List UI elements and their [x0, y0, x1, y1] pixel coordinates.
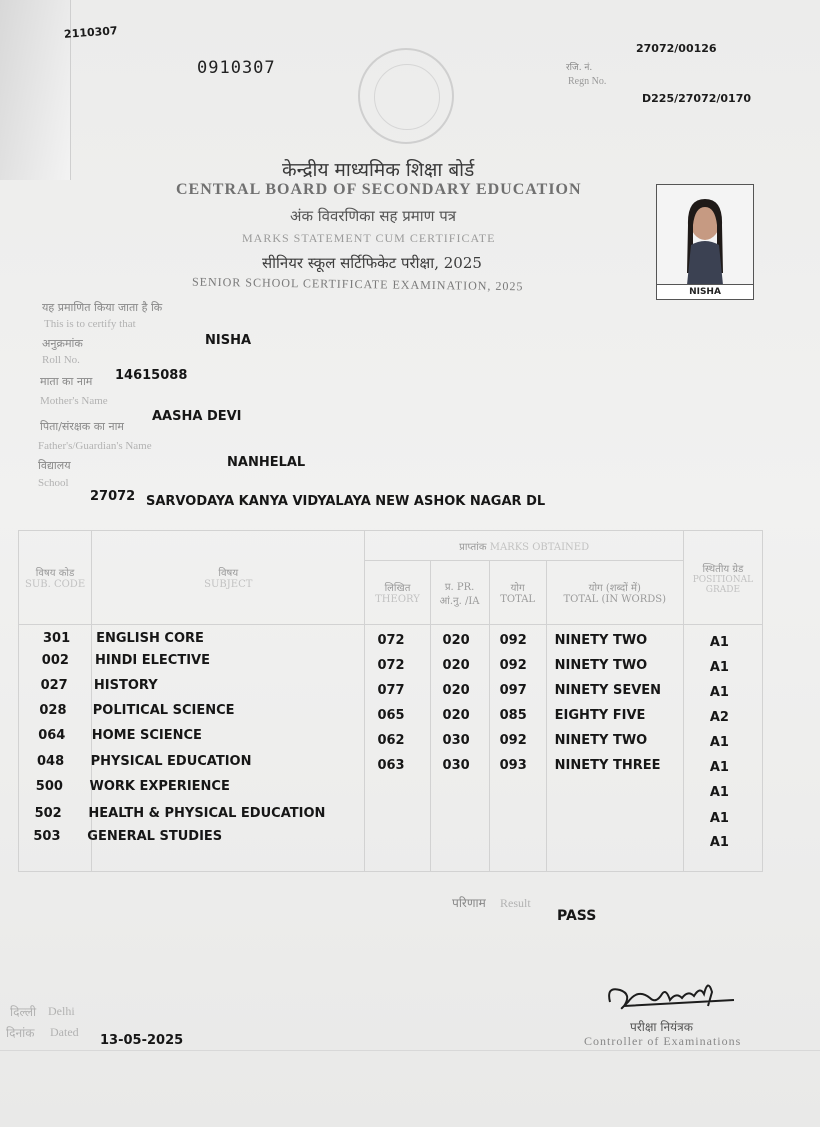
table-row-words: NINETY TWO: [554, 633, 648, 648]
table-row-pr: 020: [442, 708, 470, 723]
table-row-pr: 020: [442, 683, 470, 698]
photo-caption: NISHA: [657, 284, 753, 299]
table-row-pr: 030: [442, 733, 470, 748]
board-name-hindi: केन्द्रीय माध्यमिक शिक्षा बोर्ड: [282, 159, 475, 181]
certify-label-hi: यह प्रमाणित किया जाता है कि: [42, 301, 163, 314]
total-words-header: योग (शब्दों में) TOTAL (IN WORDS): [546, 561, 683, 625]
issue-date: 13-05-2025: [100, 1033, 184, 1048]
place-en: Delhi: [48, 1004, 75, 1018]
table-row-code: 500: [35, 779, 63, 794]
practical-header: प्र. PR. आं.नु. /IA: [430, 561, 489, 625]
table-row-grade: A1: [709, 660, 729, 675]
table-row-subject: WORK EXPERIENCE: [89, 779, 230, 794]
subjects-cell: [87, 625, 365, 872]
candidate-photo: [656, 184, 754, 300]
table-row-pr: 020: [442, 633, 470, 648]
grades-cell: [683, 625, 762, 872]
table-row-subject: HEALTH & PHYSICAL EDUCATION: [88, 806, 326, 821]
table-row-code: 027: [40, 678, 68, 693]
exam-title-hindi: सीनियर स्कूल सर्टिफिकेट परीक्षा, 2025: [262, 254, 482, 272]
table-row-grade: A1: [709, 635, 729, 650]
mother-label-hi: माता का नाम: [40, 375, 93, 388]
certificate-number: 0910307: [197, 58, 276, 78]
table-row-total: 092: [499, 633, 527, 648]
table-row-code: 503: [33, 829, 61, 844]
table-row-code: 064: [38, 728, 66, 743]
total-header: योग TOTAL: [489, 561, 546, 625]
school-label-hi: विद्यालय: [38, 459, 71, 472]
table-row-grade: A1: [709, 811, 729, 826]
controller-en: Controller of Examinations: [584, 1034, 742, 1048]
table-row-theory: 065: [377, 708, 405, 723]
table-row-grade: A1: [709, 760, 729, 775]
portrait-icon: [657, 185, 753, 285]
table-row-grade: A1: [709, 685, 729, 700]
board-name-english: CENTRAL BOARD OF SECONDARY EDUCATION: [176, 181, 582, 198]
dated-en: Dated: [50, 1025, 79, 1039]
roll-label-hi: अनुक्रमांक: [42, 337, 83, 350]
subject-header: विषय SUBJECT: [92, 531, 365, 625]
folded-corner: [0, 0, 71, 180]
cert-title-hindi: अंक विवरणिका सह प्रमाण पत्र: [290, 207, 457, 225]
table-row-grade: A1: [709, 785, 729, 800]
table-row-subject: GENERAL STUDIES: [87, 829, 223, 844]
table-row-theory: 062: [377, 733, 405, 748]
theory-header: लिखित THEORY: [365, 561, 430, 625]
table-row-total: 093: [499, 758, 527, 773]
table-row-total: 085: [499, 708, 527, 723]
table-row-total: 092: [499, 658, 527, 673]
footer-divider: [0, 1050, 820, 1051]
controller-signature: [604, 972, 744, 1022]
table-row-subject: HISTORY: [93, 678, 158, 693]
table-row-subject: PHYSICAL EDUCATION: [90, 754, 252, 769]
serial-top-right: 27072/00126: [636, 42, 717, 55]
result-label-en: Result: [500, 896, 531, 910]
roll-label-en: Roll No.: [42, 354, 80, 366]
grade-header: स्थितीय ग्रेड POSITIONAL GRADE: [683, 531, 762, 625]
controller-hi: परीक्षा नियंत्रक: [630, 1020, 693, 1034]
table-row-theory: 072: [377, 633, 405, 648]
table-row-subject: ENGLISH CORE: [96, 631, 204, 646]
table-row-grade: A2: [709, 710, 729, 725]
table-row-theory: 063: [377, 758, 405, 773]
candidate-name: NISHA: [205, 333, 252, 348]
school-code: 27072: [90, 489, 136, 504]
sub-code-header: विषय कोड SUB. CODE: [19, 531, 92, 625]
table-row-subject: HINDI ELECTIVE: [94, 653, 210, 668]
dated-hi: दिनांक: [6, 1026, 35, 1040]
theory-cell: [365, 625, 430, 872]
regn-label-en: Regn No.: [568, 76, 607, 87]
certify-label-en: This is to certify that: [44, 318, 136, 330]
regn-number: D225/27072/0170: [642, 92, 752, 105]
father-name: NANHELAL: [227, 455, 306, 470]
table-row-grade: A1: [709, 835, 729, 850]
exam-title-english: SENIOR SCHOOL CERTIFICATE EXAMINATION, 2025: [191, 274, 524, 294]
table-row-pr: 030: [442, 758, 470, 773]
serial-top-left: 2110307: [63, 24, 118, 41]
total-cell: [489, 625, 546, 872]
codes-cell: [19, 625, 92, 872]
table-row-total: 097: [499, 683, 527, 698]
table-row-code: 002: [41, 653, 69, 668]
cert-title-english: MARKS STATEMENT CUM CERTIFICATE: [242, 231, 496, 245]
table-row-code: 502: [34, 806, 62, 821]
result-label-hi: परिणाम: [452, 896, 486, 910]
table-row-code: 301: [43, 631, 71, 646]
mother-name: AASHA DEVI: [152, 409, 242, 424]
practical-cell: [430, 625, 489, 872]
table-row-theory: 072: [377, 658, 405, 673]
place-hi: दिल्ली: [10, 1005, 37, 1019]
regn-label-hi: रजि. नं.: [566, 63, 593, 73]
table-row-pr: 020: [442, 658, 470, 673]
school-name: SARVODAYA KANYA VIDYALAYA NEW ASHOK NAGAR DL: [146, 494, 546, 509]
table-row-words: EIGHTY FIVE: [554, 708, 646, 723]
table-row-code: 048: [37, 754, 65, 769]
board-seal-emblem: [358, 48, 454, 144]
table-row-words: NINETY THREE: [554, 758, 661, 773]
table-row-words: NINETY TWO: [554, 658, 648, 673]
table-row-grade: A1: [709, 735, 729, 750]
marks-table: [18, 530, 763, 872]
words-cell: [546, 625, 683, 872]
table-row-code: 028: [39, 703, 67, 718]
table-row-theory: 077: [377, 683, 405, 698]
result-value: PASS: [557, 908, 597, 924]
table-row-words: NINETY SEVEN: [554, 683, 662, 698]
mother-label-en: Mother's Name: [40, 395, 108, 407]
table-row-words: NINETY TWO: [554, 733, 648, 748]
marks-obtained-header: प्राप्तांक MARKS OBTAINED: [365, 531, 683, 561]
school-label-en: School: [38, 477, 69, 489]
table-row-total: 092: [499, 733, 527, 748]
father-label-hi: पिता/संरक्षक का नाम: [40, 420, 125, 433]
table-row-subject: POLITICAL SCIENCE: [92, 703, 235, 718]
table-row-subject: HOME SCIENCE: [91, 728, 202, 743]
father-label-en: Father's/Guardian's Name: [38, 440, 152, 452]
roll-number: 14615088: [115, 368, 188, 383]
